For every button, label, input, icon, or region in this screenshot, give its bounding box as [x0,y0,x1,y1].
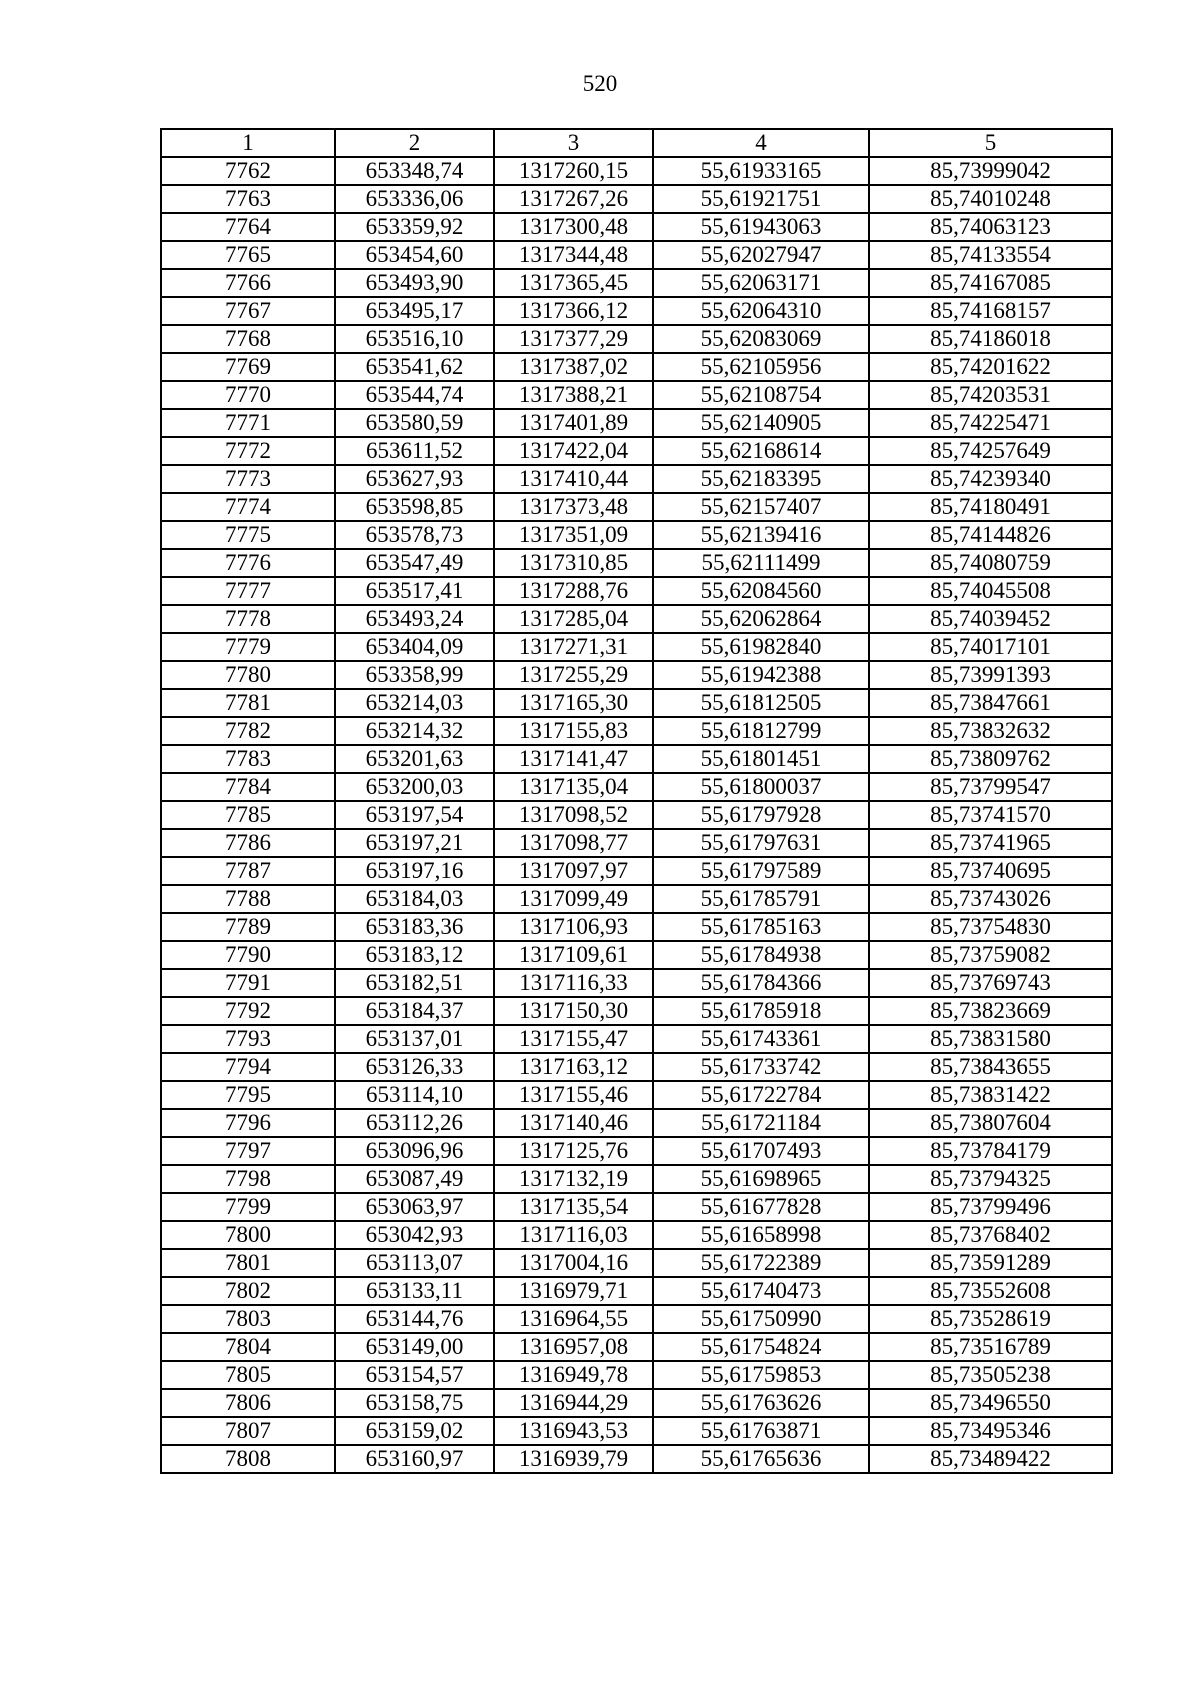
table-cell: 55,62027947 [653,241,869,269]
table-cell: 1317135,54 [494,1193,653,1221]
table-cell: 653197,21 [335,829,494,857]
table-cell: 85,74201622 [869,353,1112,381]
table-row [161,297,1112,325]
table-cell: 653598,85 [335,493,494,521]
table-cell: 85,73741570 [869,801,1112,829]
table-cell: 653154,57 [335,1361,494,1389]
table-cell: 653201,63 [335,745,494,773]
table-cell: 653404,09 [335,633,494,661]
table-cell: 1317150,30 [494,997,653,1025]
table-cell: 55,61785163 [653,913,869,941]
table-cell: 1317098,52 [494,801,653,829]
table-cell: 55,61784366 [653,969,869,997]
table-cell: 85,73552608 [869,1277,1112,1305]
table-row [161,1165,1112,1193]
table-cell: 55,62064310 [653,297,869,325]
table-row [161,493,1112,521]
table-row [161,213,1112,241]
table-cell: 1317099,49 [494,885,653,913]
table-cell: 1317365,45 [494,269,653,297]
table-cell: 7790 [161,941,335,969]
table-cell: 85,73794325 [869,1165,1112,1193]
table-cell: 653144,76 [335,1305,494,1333]
table-cell: 85,73516789 [869,1333,1112,1361]
table-row [161,577,1112,605]
page-number: 520 [582,71,618,96]
table-row [161,801,1112,829]
table-cell: 7805 [161,1361,335,1389]
table-cell: 653126,33 [335,1053,494,1081]
table-cell: 653112,26 [335,1109,494,1137]
table-cell: 1317351,09 [494,521,653,549]
table-cell: 7806 [161,1389,335,1417]
table-cell: 1317098,77 [494,829,653,857]
table-cell: 85,74017101 [869,633,1112,661]
table-cell: 85,73495346 [869,1417,1112,1445]
table-row [161,1417,1112,1445]
table-row [161,941,1112,969]
table-cell: 1317410,44 [494,465,653,493]
table-cell: 85,73799547 [869,773,1112,801]
table-cell: 55,62168614 [653,437,869,465]
table-cell: 7764 [161,213,335,241]
table-cell: 1317163,12 [494,1053,653,1081]
table-cell: 1317004,16 [494,1249,653,1277]
table-cell: 85,74080759 [869,549,1112,577]
table-cell: 85,73769743 [869,969,1112,997]
table-cell: 1317106,93 [494,913,653,941]
table-cell: 7773 [161,465,335,493]
table-row [161,1025,1112,1053]
table-cell: 55,61797928 [653,801,869,829]
table-cell: 653114,10 [335,1081,494,1109]
table-cell: 7802 [161,1277,335,1305]
header-row [161,129,1112,157]
table-row [161,1305,1112,1333]
table-cell: 55,62140905 [653,409,869,437]
table-cell: 653336,06 [335,185,494,213]
table-cell: 653087,49 [335,1165,494,1193]
table-cell: 85,73489422 [869,1445,1112,1473]
table-cell: 55,61797631 [653,829,869,857]
table-cell: 85,73843655 [869,1053,1112,1081]
table-cell: 1317271,31 [494,633,653,661]
table-cell: 85,73807604 [869,1109,1112,1137]
coordinates-table [160,128,1113,1474]
table-cell: 1317344,48 [494,241,653,269]
table-cell: 7799 [161,1193,335,1221]
table-cell: 85,74167085 [869,269,1112,297]
table-row [161,913,1112,941]
table-cell: 55,61933165 [653,157,869,185]
table-cell: 1317373,48 [494,493,653,521]
table-cell: 85,74225471 [869,409,1112,437]
table-cell: 1317116,03 [494,1221,653,1249]
table-cell: 653113,07 [335,1249,494,1277]
table-cell: 7807 [161,1417,335,1445]
table-cell: 7787 [161,857,335,885]
table-cell: 653197,54 [335,801,494,829]
table-cell: 7801 [161,1249,335,1277]
table-cell: 7783 [161,745,335,773]
table-cell: 7774 [161,493,335,521]
table-row [161,521,1112,549]
table-cell: 85,74168157 [869,297,1112,325]
table-cell: 7780 [161,661,335,689]
table-cell: 653197,16 [335,857,494,885]
table-cell: 1317288,76 [494,577,653,605]
table-cell: 653183,12 [335,941,494,969]
table-row [161,829,1112,857]
table-row [161,1081,1112,1109]
table-cell: 653158,75 [335,1389,494,1417]
table-cell: 7775 [161,521,335,549]
column-header: 3 [494,129,653,157]
table-cell: 55,61750990 [653,1305,869,1333]
table-cell: 7804 [161,1333,335,1361]
table-cell: 55,62063171 [653,269,869,297]
table-row [161,241,1112,269]
table-cell: 653149,00 [335,1333,494,1361]
table-cell: 653495,17 [335,297,494,325]
table-cell: 55,61722389 [653,1249,869,1277]
table-cell: 7808 [161,1445,335,1473]
table-cell: 85,74039452 [869,605,1112,633]
table-cell: 55,61800037 [653,773,869,801]
table-row [161,857,1112,885]
table-row [161,1249,1112,1277]
column-header: 2 [335,129,494,157]
table-cell: 85,73740695 [869,857,1112,885]
table-cell: 1317422,04 [494,437,653,465]
table-cell: 7793 [161,1025,335,1053]
table-cell: 1317387,02 [494,353,653,381]
table-row [161,1277,1112,1305]
table-cell: 85,73591289 [869,1249,1112,1277]
table-cell: 7792 [161,997,335,1025]
table-cell: 85,74186018 [869,325,1112,353]
table-cell: 55,61921751 [653,185,869,213]
table-cell: 653042,93 [335,1221,494,1249]
table-cell: 85,73831422 [869,1081,1112,1109]
table-cell: 1317132,19 [494,1165,653,1193]
table-cell: 85,73991393 [869,661,1112,689]
table-cell: 85,74144826 [869,521,1112,549]
table-cell: 7762 [161,157,335,185]
table-cell: 7767 [161,297,335,325]
table-cell: 55,62157407 [653,493,869,521]
table-cell: 55,61763626 [653,1389,869,1417]
table-cell: 7796 [161,1109,335,1137]
table-cell: 85,74010248 [869,185,1112,213]
table-cell: 653358,99 [335,661,494,689]
table-cell: 55,61763871 [653,1417,869,1445]
table-cell: 55,61698965 [653,1165,869,1193]
table-cell: 85,73741965 [869,829,1112,857]
table-row [161,605,1112,633]
table-cell: 85,74239340 [869,465,1112,493]
table-cell: 7772 [161,437,335,465]
table-cell: 653578,73 [335,521,494,549]
table-cell: 7771 [161,409,335,437]
table-cell: 7782 [161,717,335,745]
table-cell: 55,61765636 [653,1445,869,1473]
table-cell: 55,61943063 [653,213,869,241]
table-row [161,997,1112,1025]
table-row [161,689,1112,717]
table-cell: 55,61722784 [653,1081,869,1109]
table-row [161,717,1112,745]
table-cell: 653580,59 [335,409,494,437]
table-cell: 85,73759082 [869,941,1112,969]
table-row [161,969,1112,997]
table-row [161,465,1112,493]
table-cell: 55,61785791 [653,885,869,913]
column-header: 5 [869,129,1112,157]
table-cell: 7777 [161,577,335,605]
table-row [161,409,1112,437]
table-cell: 7776 [161,549,335,577]
table-cell: 1317300,48 [494,213,653,241]
table-cell: 7763 [161,185,335,213]
table-cell: 7791 [161,969,335,997]
table-cell: 1317285,04 [494,605,653,633]
table-cell: 1316943,53 [494,1417,653,1445]
table-row [161,1193,1112,1221]
table-cell: 653493,24 [335,605,494,633]
table-cell: 55,62139416 [653,521,869,549]
table-cell: 653133,11 [335,1277,494,1305]
table-cell: 85,73496550 [869,1389,1112,1417]
table-cell: 85,73505238 [869,1361,1112,1389]
table-cell: 653627,93 [335,465,494,493]
table-cell: 7789 [161,913,335,941]
table-cell: 85,74180491 [869,493,1112,521]
table-row [161,661,1112,689]
table-cell: 1317401,89 [494,409,653,437]
table-cell: 55,61759853 [653,1361,869,1389]
table-cell: 1317377,29 [494,325,653,353]
table-cell: 653137,01 [335,1025,494,1053]
table-cell: 7781 [161,689,335,717]
table-cell: 7786 [161,829,335,857]
table-cell: 85,73754830 [869,913,1112,941]
table-cell: 85,74257649 [869,437,1112,465]
column-header: 1 [161,129,335,157]
table-cell: 85,74133554 [869,241,1112,269]
table-cell: 1316939,79 [494,1445,653,1473]
table-cell: 653359,92 [335,213,494,241]
table-cell: 653063,97 [335,1193,494,1221]
table-cell: 7768 [161,325,335,353]
table-cell: 653516,10 [335,325,494,353]
table-cell: 7769 [161,353,335,381]
table-cell: 1316957,08 [494,1333,653,1361]
table-row [161,157,1112,185]
table-cell: 55,62083069 [653,325,869,353]
table-row [161,185,1112,213]
table-cell: 1317165,30 [494,689,653,717]
table-cell: 1317310,85 [494,549,653,577]
table-cell: 7778 [161,605,335,633]
table-cell: 1317097,97 [494,857,653,885]
table-cell: 55,61658998 [653,1221,869,1249]
table-cell: 55,62084560 [653,577,869,605]
table-cell: 1317109,61 [494,941,653,969]
table-cell: 7765 [161,241,335,269]
table-cell: 55,61812505 [653,689,869,717]
table-cell: 1317140,46 [494,1109,653,1137]
table-row [161,1361,1112,1389]
table-cell: 85,74063123 [869,213,1112,241]
table-cell: 1317141,47 [494,745,653,773]
table-cell: 55,61677828 [653,1193,869,1221]
table-cell: 85,73999042 [869,157,1112,185]
table-cell: 85,73799496 [869,1193,1112,1221]
table-row [161,1333,1112,1361]
table-cell: 653454,60 [335,241,494,269]
table-cell: 1316949,78 [494,1361,653,1389]
table-header [161,129,1112,157]
table-cell: 7766 [161,269,335,297]
table-row [161,633,1112,661]
table-cell: 55,61982840 [653,633,869,661]
table-cell: 55,61721184 [653,1109,869,1137]
table-body [161,157,1112,1473]
table-cell: 653184,03 [335,885,494,913]
table-row [161,325,1112,353]
table-row [161,353,1112,381]
table-cell: 7785 [161,801,335,829]
table-row [161,381,1112,409]
table-row [161,1137,1112,1165]
table-cell: 653493,90 [335,269,494,297]
table-cell: 1317267,26 [494,185,653,213]
table-cell: 55,61942388 [653,661,869,689]
table-cell: 85,73784179 [869,1137,1112,1165]
table-cell: 55,61797589 [653,857,869,885]
table-cell: 653200,03 [335,773,494,801]
table-row [161,437,1112,465]
table-cell: 55,61743361 [653,1025,869,1053]
table-row [161,885,1112,913]
table-cell: 7800 [161,1221,335,1249]
table-cell: 1317155,83 [494,717,653,745]
table-row [161,1109,1112,1137]
table-cell: 85,74203531 [869,381,1112,409]
table-cell: 1317155,46 [494,1081,653,1109]
table-cell: 85,73832632 [869,717,1112,745]
table-cell: 55,62111499 [653,549,869,577]
table-cell: 7794 [161,1053,335,1081]
table-cell: 85,73743026 [869,885,1112,913]
table-cell: 7795 [161,1081,335,1109]
table-cell: 1317155,47 [494,1025,653,1053]
table-cell: 1316944,29 [494,1389,653,1417]
table-cell: 653160,97 [335,1445,494,1473]
table-cell: 1317366,12 [494,297,653,325]
table-cell: 1317255,29 [494,661,653,689]
table-cell: 653611,52 [335,437,494,465]
table-cell: 1316964,55 [494,1305,653,1333]
table-cell: 7798 [161,1165,335,1193]
column-header: 4 [653,129,869,157]
table-cell: 85,73528619 [869,1305,1112,1333]
table-cell: 7788 [161,885,335,913]
table-cell: 7779 [161,633,335,661]
table-cell: 1317116,33 [494,969,653,997]
table-cell: 55,62108754 [653,381,869,409]
table-row [161,549,1112,577]
table-row [161,1221,1112,1249]
table-cell: 55,61785918 [653,997,869,1025]
table-cell: 653541,62 [335,353,494,381]
table-cell: 7770 [161,381,335,409]
table-cell: 85,73847661 [869,689,1112,717]
table-cell: 55,61740473 [653,1277,869,1305]
table-cell: 653547,49 [335,549,494,577]
table-cell: 1317125,76 [494,1137,653,1165]
table-cell: 653348,74 [335,157,494,185]
table-cell: 653096,96 [335,1137,494,1165]
table-cell: 55,61733742 [653,1053,869,1081]
table-cell: 85,73809762 [869,745,1112,773]
table-row [161,269,1112,297]
table-cell: 55,61801451 [653,745,869,773]
table-cell: 85,74045508 [869,577,1112,605]
table-cell: 7784 [161,773,335,801]
table-cell: 653182,51 [335,969,494,997]
table-cell: 653214,03 [335,689,494,717]
table-row [161,773,1112,801]
table-cell: 55,61707493 [653,1137,869,1165]
table-cell: 85,73831580 [869,1025,1112,1053]
table-cell: 85,73768402 [869,1221,1112,1249]
table-cell: 653214,32 [335,717,494,745]
table-cell: 1317260,15 [494,157,653,185]
table-cell: 1316979,71 [494,1277,653,1305]
table-cell: 653184,37 [335,997,494,1025]
table-row [161,1053,1112,1081]
table-cell: 85,73823669 [869,997,1112,1025]
table-cell: 55,61754824 [653,1333,869,1361]
table-row [161,1389,1112,1417]
table-cell: 55,62105956 [653,353,869,381]
table-cell: 7797 [161,1137,335,1165]
table-cell: 55,61812799 [653,717,869,745]
table-row [161,745,1112,773]
table-cell: 55,62183395 [653,465,869,493]
table-cell: 653159,02 [335,1417,494,1445]
table-cell: 7803 [161,1305,335,1333]
table-cell: 653517,41 [335,577,494,605]
table-cell: 55,62062864 [653,605,869,633]
table-cell: 653183,36 [335,913,494,941]
table-cell: 1317135,04 [494,773,653,801]
table-cell: 55,61784938 [653,941,869,969]
table-cell: 653544,74 [335,381,494,409]
table-cell: 1317388,21 [494,381,653,409]
table-row [161,1445,1112,1473]
